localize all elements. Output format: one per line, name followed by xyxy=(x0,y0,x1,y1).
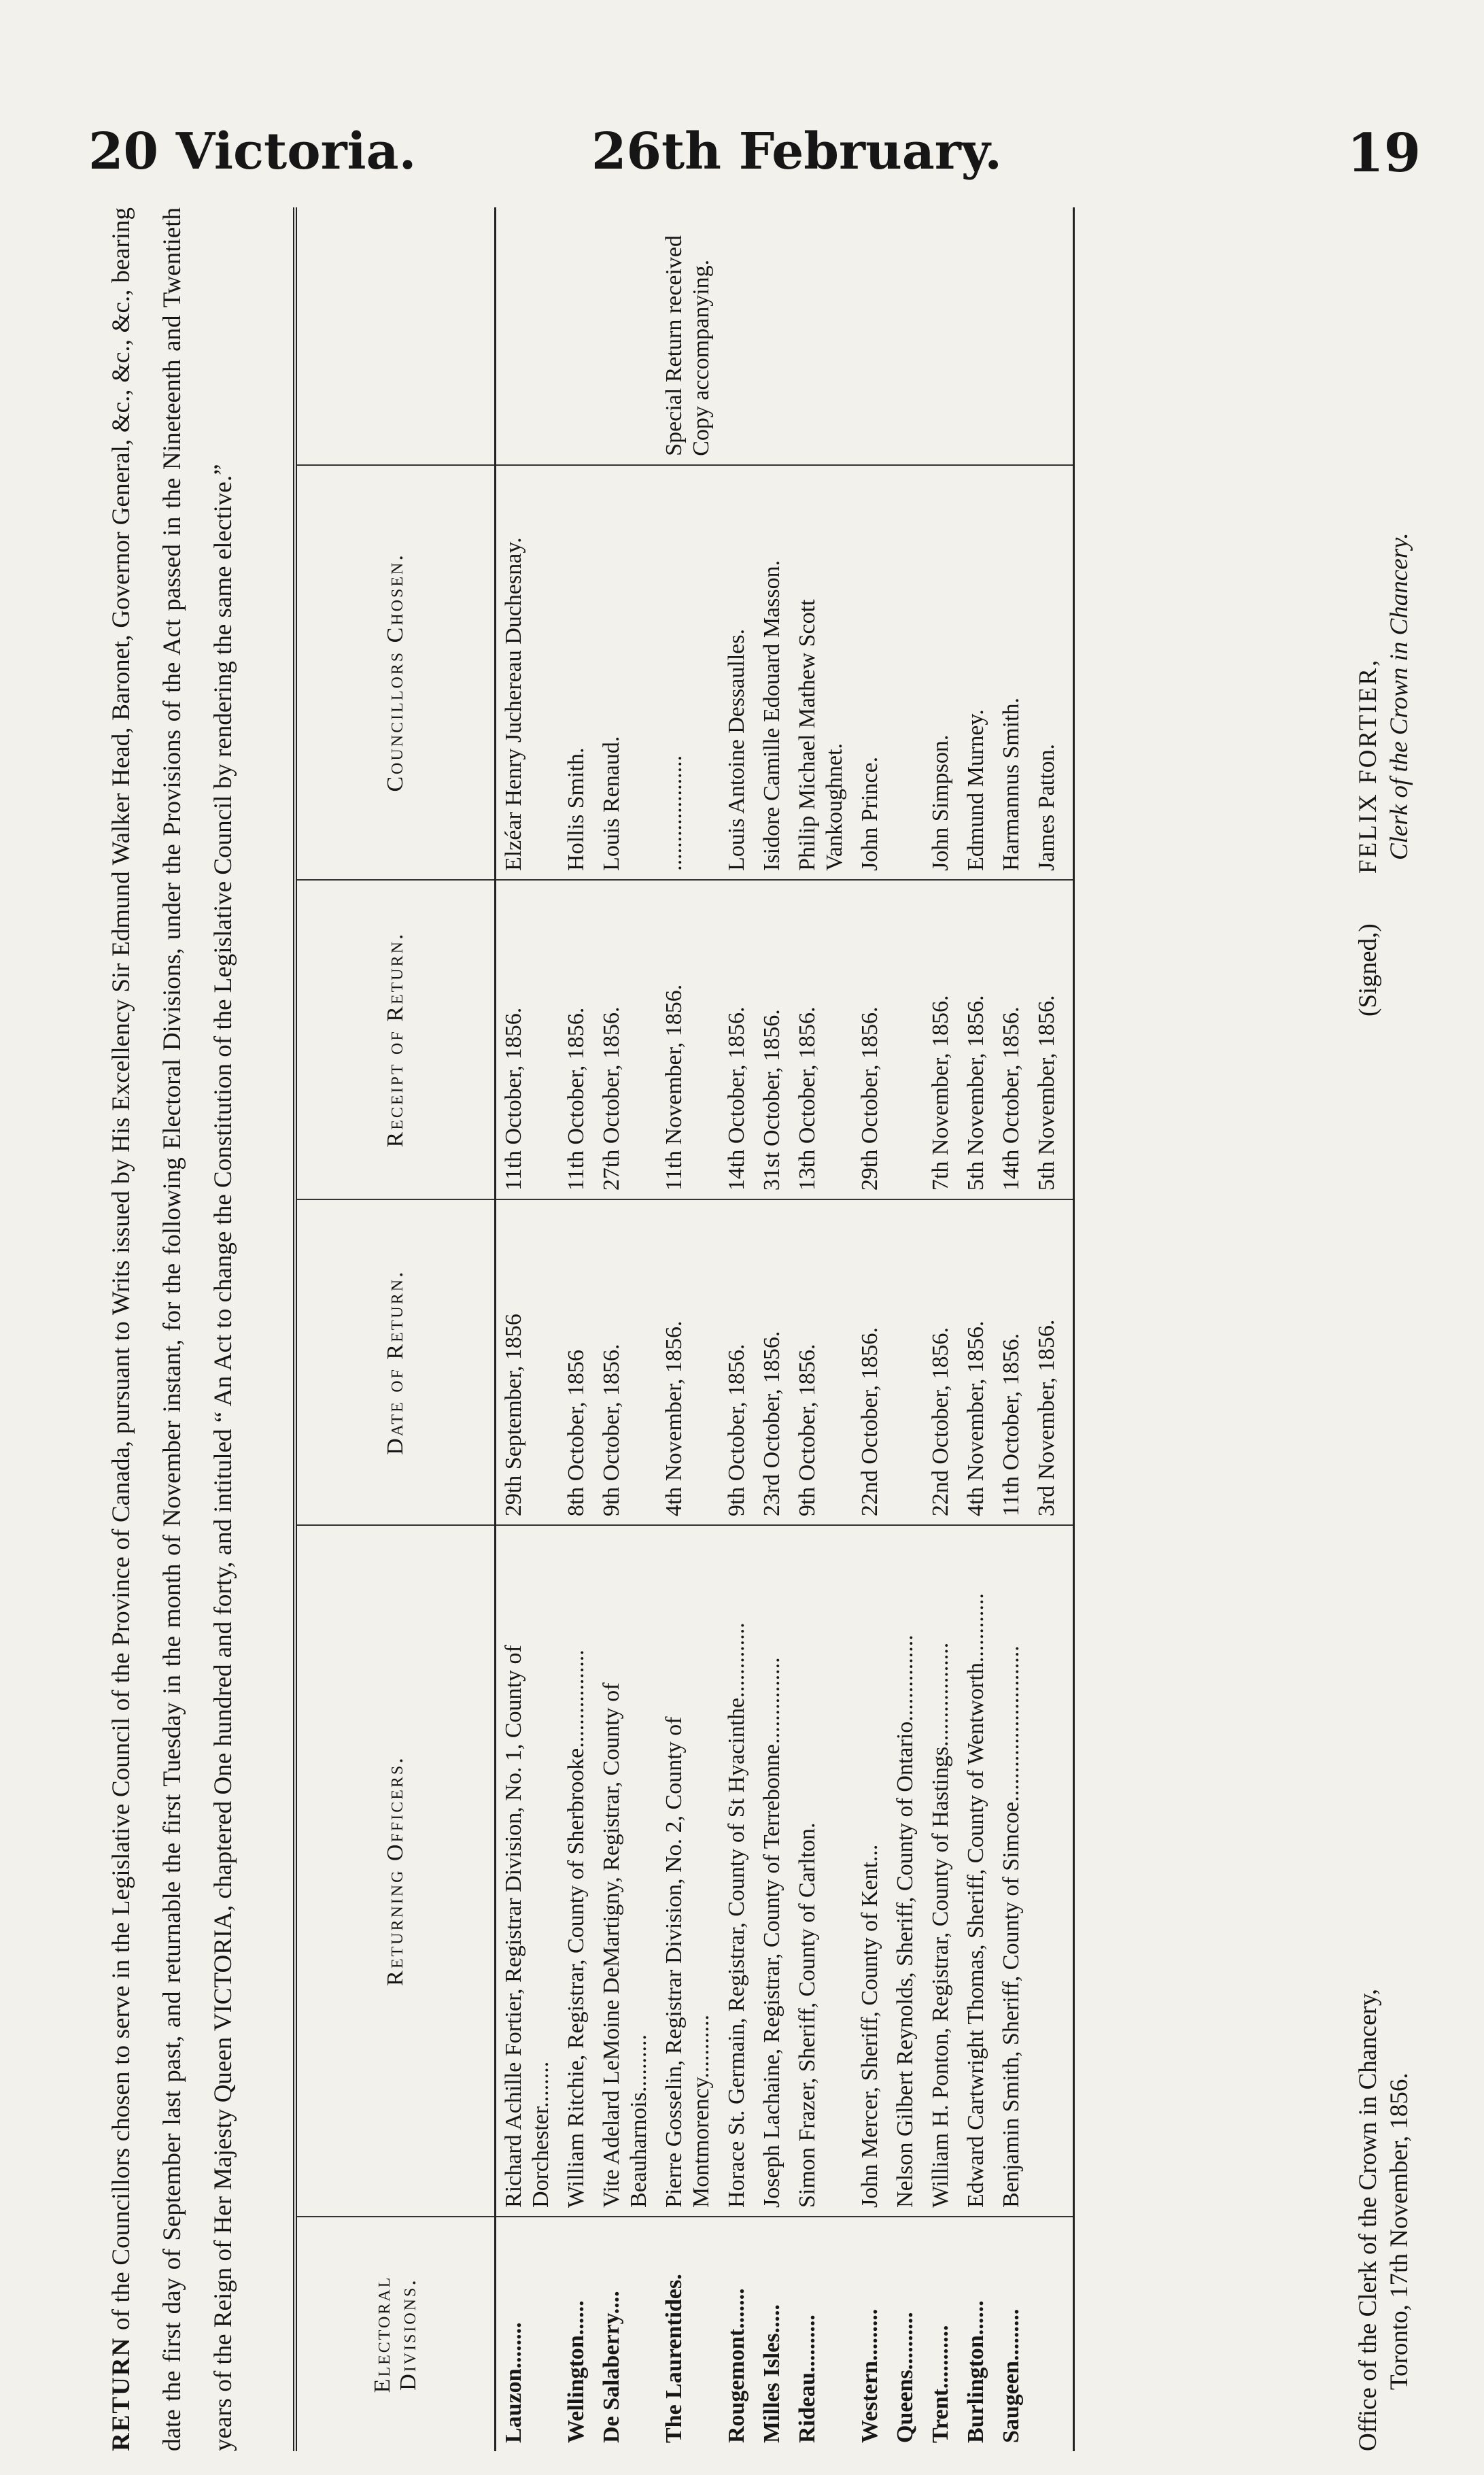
returning-officer-cell: Edward Cartwright Thomas, Sheriff, County of Wentworth............ xyxy=(959,1525,994,2217)
division-cell: Saugeen......... xyxy=(999,2308,1024,2443)
remarks-cell xyxy=(923,207,959,465)
table-row xyxy=(888,207,923,2451)
table-row xyxy=(594,207,657,2451)
councillor-chosen-cell: Hollis Smith. xyxy=(559,465,594,880)
date-of-return-cell: 3rd November, 1856. xyxy=(1029,1199,1074,1525)
division-cell: Lauzon........ xyxy=(501,2322,526,2443)
receipt-of-return-cell: 7th November, 1856. xyxy=(923,880,959,1199)
returning-officer-cell: William H. Ponton, Registrar, County of Hastings.................. xyxy=(923,1525,959,2217)
receipt-of-return-cell: 11th October, 1856. xyxy=(496,880,559,1199)
councillor-chosen-cell: Elzéar Henry Juchereau Duchesnay. xyxy=(496,465,559,880)
receipt-of-return-cell: 31st October, 1856. xyxy=(755,880,790,1199)
table-row xyxy=(1029,207,1074,2451)
footer-signed: (Signed,) xyxy=(1354,923,1382,1017)
councillor-chosen-cell: .................... xyxy=(657,465,719,880)
returning-officer-cell: Benjamin Smith, Sheriff, County of Simcoe........................... xyxy=(994,1525,1029,2217)
remarks-cell xyxy=(852,207,888,465)
header-date-of-return: Date of Return. xyxy=(295,1199,496,1525)
footer-signatory-name: FELIX FORTIER, xyxy=(1354,658,1382,874)
date-of-return-cell: 29th September, 1856 xyxy=(496,1199,559,1525)
return-table-wrapper xyxy=(293,207,1408,2451)
footer-place-date: Toronto, 17th November, 1856. xyxy=(1385,2072,1413,2390)
date-of-return-cell: 22nd October, 1856. xyxy=(852,1199,888,1525)
division-cell: The Laurentides. xyxy=(661,2274,687,2443)
date-of-return-cell: 23rd October, 1856. xyxy=(755,1199,790,1525)
return-table xyxy=(293,207,1075,2451)
returning-officer-cell xyxy=(1029,1525,1074,2217)
receipt-of-return-cell: 5th November, 1856. xyxy=(959,880,994,1199)
returning-officer-cell: Pierre Gosselin, Registrar Division, No. 2, County of Montmorency........... xyxy=(657,1525,719,2217)
remarks-cell xyxy=(994,207,1029,465)
header-date: 26th February. xyxy=(591,122,1003,181)
remarks-cell xyxy=(888,207,923,465)
footer-signatory-title: Clerk of the Crown in Chancery. xyxy=(1385,532,1413,860)
intro-text: of the Councillors chosen to serve in the Legislative Council of the Province of Canada, pursuant to Writs issued by His Excellency Sir Edmund Walker Head, Baronet, Governor General, &c., &c., &c., bearing date the first day of September last past, and returnable the first Tuesday in the month of November instant, for the following Electoral Divisions, under the Provisions of the Act passed in the Nineteenth and Twentieth years of the Reign of Her Majesty Queen VICTORIA, chaptered One hundred and forty, and intituled “ An Act to change the Constitution of the Legislative Council by rendering the same elective.” xyxy=(107,207,237,2451)
councillor-chosen-cell: Isidore Camille Edouard Masson. xyxy=(755,465,790,880)
page-header xyxy=(75,116,1421,190)
division-cell: Burlington...... xyxy=(963,2300,988,2443)
table-row xyxy=(790,207,852,2451)
intro-paragraph xyxy=(96,207,249,2451)
division-cell: De Salaberry.... xyxy=(599,2291,624,2443)
remarks-cell xyxy=(959,207,994,465)
date-of-return-cell: 9th October, 1856. xyxy=(594,1199,657,1525)
table-row xyxy=(994,207,1029,2451)
footer-office: Office of the Clerk of the Crown in Chancery, xyxy=(1354,1988,1382,2451)
date-of-return-cell: 9th October, 1856. xyxy=(719,1199,755,1525)
returning-officer-cell: William Ritchie, Registrar, County of Sherbrooke................. xyxy=(559,1525,594,2217)
receipt-of-return-cell xyxy=(888,880,923,1199)
returning-officer-cell: Joseph Lachaine, Registrar, County of Terrebonne............... xyxy=(755,1525,790,2217)
header-remarks xyxy=(295,207,496,465)
receipt-of-return-cell: 27th October, 1856. xyxy=(594,880,657,1199)
receipt-of-return-cell: 14th October, 1856. xyxy=(719,880,755,1199)
remarks-cell xyxy=(790,207,852,465)
table-row xyxy=(719,207,755,2451)
division-cell: Wellington...... xyxy=(564,2300,589,2443)
date-of-return-cell: 22nd October, 1856. xyxy=(923,1199,959,1525)
division-cell: Queens.......... xyxy=(893,2312,918,2443)
table-row xyxy=(559,207,594,2451)
remarks-cell xyxy=(559,207,594,465)
division-cell: Rideau.......... xyxy=(795,2315,820,2443)
date-of-return-cell: 4th November, 1856. xyxy=(657,1199,719,1525)
header-returning-officers: Returning Officers. xyxy=(295,1525,496,2217)
returning-officer-cell: Simon Frazer, Sheriff, County of Carlton. xyxy=(790,1525,852,2217)
remarks-cell xyxy=(594,207,657,465)
table-row xyxy=(852,207,888,2451)
division-cell: Trent........... xyxy=(928,2325,953,2443)
division-cell: Western......... xyxy=(857,2308,882,2443)
councillor-chosen-cell: Louis Renaud. xyxy=(594,465,657,880)
header-councillors-chosen: Councillors Chosen. xyxy=(295,465,496,880)
date-of-return-cell: 8th October, 1856 xyxy=(559,1199,594,1525)
division-cell: Rougemont....... xyxy=(724,2288,749,2443)
receipt-of-return-cell: 14th October, 1856. xyxy=(994,880,1029,1199)
returning-officer-cell: Nelson Gilbert Reynolds, Sheriff, County of Ontario............... xyxy=(888,1525,923,2217)
page-number: 19 xyxy=(1347,122,1421,184)
receipt-of-return-cell: 11th October, 1856. xyxy=(559,880,594,1199)
receipt-of-return-cell: 29th October, 1856. xyxy=(852,880,888,1199)
councillor-chosen-cell: James Patton. xyxy=(1029,465,1074,880)
date-of-return-cell xyxy=(888,1199,923,1525)
receipt-of-return-cell: 11th November, 1856. xyxy=(657,880,719,1199)
councillor-chosen-cell xyxy=(888,465,923,880)
table-header-row xyxy=(295,207,496,2451)
date-of-return-cell: 11th October, 1856. xyxy=(994,1199,1029,1525)
councillor-chosen-cell: John Prince. xyxy=(852,465,888,880)
remarks-cell xyxy=(1029,207,1074,465)
rotated-content xyxy=(69,207,1415,2451)
table-row xyxy=(657,207,719,2451)
date-of-return-cell: 9th October, 1856. xyxy=(790,1199,852,1525)
returning-officer-cell: Horace St. Germain, Registrar, County of St Hyacinthe............. xyxy=(719,1525,755,2217)
councillor-chosen-cell: Edmund Murney. xyxy=(959,465,994,880)
councillor-chosen-cell: Harmannus Smith. xyxy=(994,465,1029,880)
table-row xyxy=(755,207,790,2451)
councillor-chosen-cell: Louis Antoine Dessaulles. xyxy=(719,465,755,880)
remarks-cell xyxy=(496,207,559,465)
returning-officer-cell: John Mercer, Sheriff, County of Kent... xyxy=(852,1525,888,2217)
councillor-chosen-cell: John Simpson. xyxy=(923,465,959,880)
division-cell: Milles Isles..... xyxy=(759,2304,784,2443)
councillor-chosen-cell: Philip Michael Mathew Scott Vankoughnet. xyxy=(790,465,852,880)
intro-lead: RETURN xyxy=(107,2336,135,2451)
receipt-of-return-cell: 13th October, 1856. xyxy=(790,880,852,1199)
returning-officer-cell: Vite Adelard LeMoine DeMartigny, Registrar, County of Beauharnois.......... xyxy=(594,1525,657,2217)
table-row xyxy=(959,207,994,2451)
header-regnal-year: 20 Victoria. xyxy=(88,122,417,181)
header-receipt-of-return: Receipt of Return. xyxy=(295,880,496,1199)
returning-officer-cell: Richard Achille Fortier, Registrar Division, No. 1, County of Dorchester........ xyxy=(496,1525,559,2217)
table-row xyxy=(923,207,959,2451)
remarks-cell xyxy=(755,207,790,465)
date-of-return-cell: 4th November, 1856. xyxy=(959,1199,994,1525)
table-row xyxy=(496,207,559,2451)
division-cell xyxy=(1029,2217,1074,2451)
remarks-cell: Special Return received Copy accompanying. xyxy=(657,207,719,465)
receipt-of-return-cell: 5th November, 1856. xyxy=(1029,880,1074,1199)
remarks-cell xyxy=(719,207,755,465)
header-electoral-divisions: Electoral Divisions. xyxy=(370,2275,421,2393)
